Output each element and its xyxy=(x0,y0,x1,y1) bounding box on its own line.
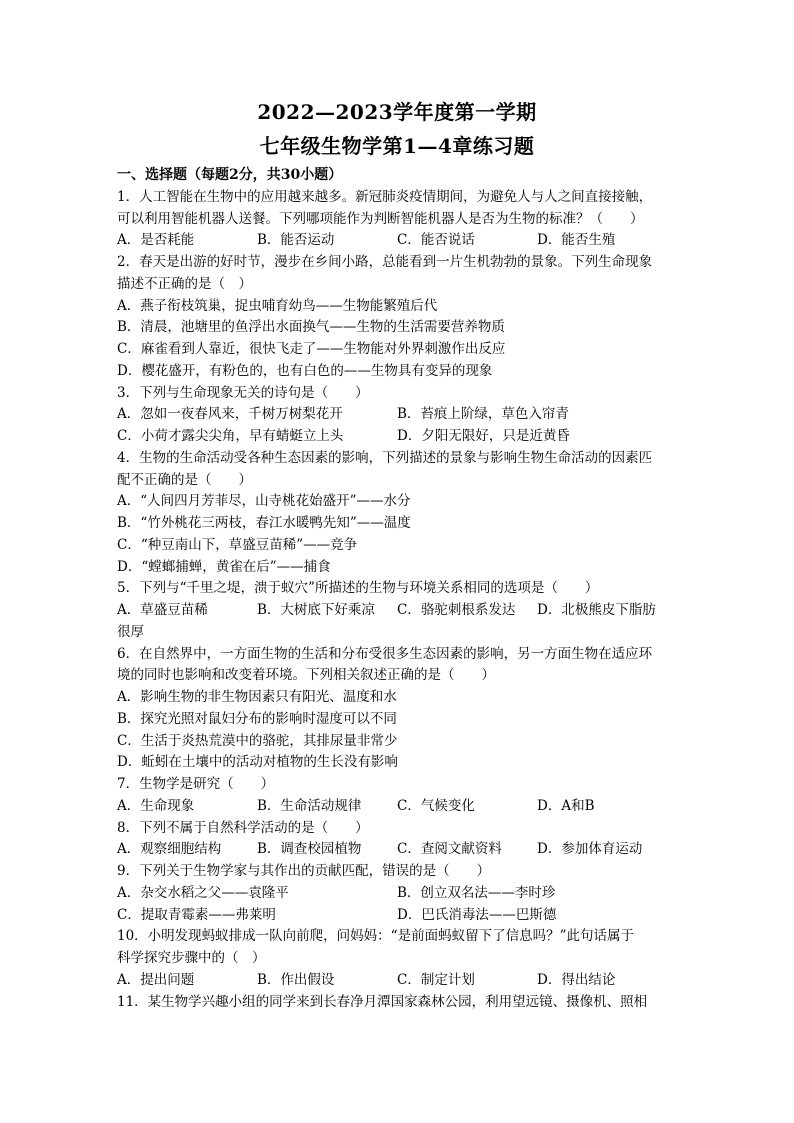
question-stem: 1．人工智能在生物中的应用越来越多。新冠肺炎疫情期间，为避免人与人之间直接接触， xyxy=(117,188,653,205)
answer-option: B．创立双名法——李时珍 xyxy=(397,884,556,901)
question-9 xyxy=(117,861,677,926)
answer-option: B．探究光照对鼠妇分布的影响时湿度可以不同 xyxy=(117,710,397,727)
answer-options-row xyxy=(117,230,677,252)
answer-option: B．作出假设 xyxy=(257,971,335,988)
answer-option: D．巴氏消毒法——巴斯德 xyxy=(397,906,557,923)
document-title-subject: 七年级生物学第1—4章练习题 xyxy=(259,134,535,158)
document-title-year: 2022—2023学年度第一学期 xyxy=(257,100,537,124)
answer-option: A．燕子衔枝筑巢，捉虫哺育幼鸟——生物能繁殖后代 xyxy=(117,297,438,314)
answer-option: A．提出问题 xyxy=(117,971,195,988)
answer-option: C．小荷才露尖尖角，早有蜻蜓立上头 xyxy=(117,428,344,444)
answer-option: D．樱花盛开，有粉色的，也有白色的——生物具有变异的现象 xyxy=(117,362,493,379)
question-8 xyxy=(117,818,677,862)
answer-option: B．大树底下好乘凉 xyxy=(257,602,375,618)
answer-option: C．提取青霉素——弗莱明 xyxy=(117,906,276,923)
question-2 xyxy=(117,252,677,383)
answer-option: C．能否说话 xyxy=(397,232,475,249)
answer-option: D．夕阳无限好，只是近黄昏 xyxy=(397,428,570,444)
question-10 xyxy=(117,926,677,991)
answer-options-row xyxy=(117,970,677,992)
question-1 xyxy=(117,187,677,252)
question-5 xyxy=(117,578,677,643)
answer-option: B．能否运动 xyxy=(257,232,335,249)
answer-option: D．蚯蚓在土壤中的活动对植物的生长没有影响 xyxy=(117,754,398,771)
answer-option: C．制定计划 xyxy=(397,971,475,988)
answer-option: B．调查校园植物 xyxy=(257,841,362,858)
question-stem: 8．下列不属于自然科学活动的是（ ） xyxy=(117,819,369,836)
answer-option: B．苔痕上阶绿，草色入帘青 xyxy=(397,406,569,423)
question-stem: 11．某生物学兴趣小组的同学来到长春净月潭国家森林公园，利用望远镜、摄像机、照相 xyxy=(117,993,648,1010)
answer-option: A．“人间四月芳菲尽，山寺桃花始盛开”——水分 xyxy=(117,493,411,510)
question-stem: 境的同时也影响和改变着环境。下列相关叙述正确的是（ ） xyxy=(117,667,495,684)
answer-option: D．得出结论 xyxy=(537,971,616,988)
answer-option: A．忽如一夜春风来，千树万树梨花开 xyxy=(117,406,343,423)
answer-option: D．“螳螂捕蝉，黄雀在后”——捕食 xyxy=(117,558,331,575)
answer-option: D．参加体育运动 xyxy=(537,841,643,858)
answer-options-row xyxy=(117,600,677,622)
answer-option: A．草盛豆苗稀 xyxy=(117,602,208,618)
answer-options-row xyxy=(117,426,677,448)
answer-option-continuation: 很厚 xyxy=(117,623,144,640)
section-heading: 一、选择题（每题2分，共30小题） xyxy=(117,167,343,183)
question-stem: 2．春天是出游的好时节，漫步在乡间小路，总能看到一片生机勃勃的景象。下列生命现象 xyxy=(117,254,653,270)
question-stem: 6．在自然界中，一方面生物的生活和分布受很多生态因素的影响，另一方面生物在适应环 xyxy=(117,645,653,662)
answer-option: A．观察细胞结构 xyxy=(117,841,222,858)
question-3 xyxy=(117,383,677,448)
question-list xyxy=(117,165,677,1013)
question-11 xyxy=(117,992,677,1014)
question-stem: 7．生物学是研究（ ） xyxy=(117,776,275,792)
question-stem: 配不正确的是（ ） xyxy=(117,471,252,488)
question-stem: 5．下列与“千里之堤，溃于蚁穴”所描述的生物与环境关系相同的选项是（ ） xyxy=(117,580,599,597)
answer-options-row xyxy=(117,404,677,426)
answer-options-row xyxy=(117,883,677,905)
answer-option: C．麻雀看到人靠近，很快飞走了——生物能对外界刺激作出反应 xyxy=(117,341,506,357)
question-stem: 9．下列关于生物学家与其作出的贡献匹配，错误的是（ ） xyxy=(117,863,491,879)
question-7 xyxy=(117,774,677,818)
answer-option: A．是否耗能 xyxy=(117,232,195,249)
answer-option: C．查阅文献资料 xyxy=(397,841,502,858)
answer-option: B．“竹外桃花三两枝，春江水暖鸭先知”——温度 xyxy=(117,515,411,531)
answer-option: C．骆驼刺根系发达 xyxy=(397,602,516,618)
question-stem: 科学探究步骤中的（ ） xyxy=(117,950,266,966)
answer-option: A．杂交水稻之父——袁隆平 xyxy=(117,884,289,901)
answer-options-row xyxy=(117,905,677,927)
question-stem: 可以利用智能机器人送餐。下列哪项能作为判断智能机器人是否为生物的标准？（ ） xyxy=(117,210,644,227)
question-stem: 10．小明发现蚂蚁排成一队向前爬，问妈妈：“是前面蚂蚁留下了信息吗？”此句话属于 xyxy=(117,928,634,945)
question-stem: 描述不正确的是（ ） xyxy=(117,275,252,292)
answer-options-row xyxy=(117,839,677,861)
question-stem: 4．生物的生命活动受各种生态因素的影响，下列描述的景象与影响生物生命活动的因素匹 xyxy=(117,449,653,466)
answer-option: D．北极熊皮下脂肪 xyxy=(537,602,656,618)
answer-option: C．“种豆南山下，草盛豆苗稀”——竞争 xyxy=(117,536,358,553)
answer-options-row xyxy=(117,796,677,818)
answer-option: A．影响生物的非生物因素只有阳光、温度和水 xyxy=(117,689,397,705)
answer-option: C．气候变化 xyxy=(397,797,475,814)
question-4 xyxy=(117,448,677,579)
answer-option: D．A和B xyxy=(537,797,595,814)
answer-option: C．生活于炎热荒漠中的骆驼，其排尿量非常少 xyxy=(117,732,398,749)
answer-option: B．生命活动规律 xyxy=(257,797,362,814)
question-6 xyxy=(117,644,677,775)
answer-option: A．生命现象 xyxy=(117,797,195,814)
question-stem: 3．下列与生命现象无关的诗句是（ ） xyxy=(117,384,369,401)
answer-option: B．清晨，池塘里的鱼浮出水面换气——生物的生活需要营养物质 xyxy=(117,319,505,336)
answer-option: D．能否生殖 xyxy=(537,232,616,249)
